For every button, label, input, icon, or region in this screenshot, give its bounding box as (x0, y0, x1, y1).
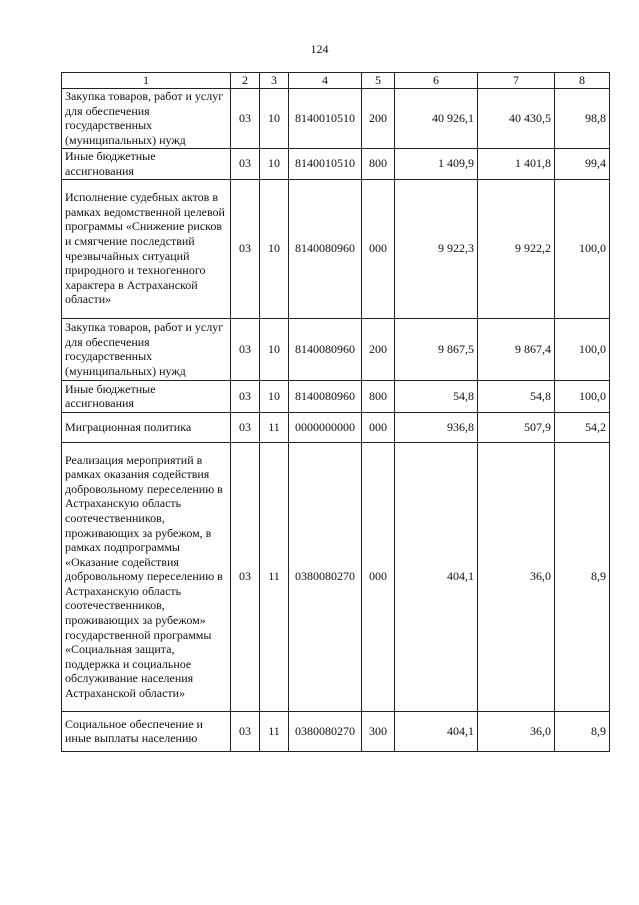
expense-type-cell: 800 (362, 380, 395, 412)
subsection-cell: 10 (260, 148, 289, 179)
column-header: 6 (395, 73, 478, 89)
fact-amount-cell: 9 867,4 (478, 318, 555, 380)
target-code-cell: 8140010510 (289, 148, 362, 179)
subsection-cell: 10 (260, 318, 289, 380)
subsection-cell: 10 (260, 380, 289, 412)
expense-type-cell: 300 (362, 711, 395, 751)
section-cell: 03 (231, 442, 260, 711)
subsection-cell: 11 (260, 442, 289, 711)
section-cell: 03 (231, 88, 260, 148)
target-code-cell: 8140080960 (289, 380, 362, 412)
plan-amount-cell: 404,1 (395, 711, 478, 751)
expense-name-cell: Закупка товаров, работ и услуг для обеспечения государственных (муниципальных) нужд (62, 88, 231, 148)
expense-type-cell: 000 (362, 412, 395, 442)
budget-table (61, 72, 610, 752)
target-code-cell: 8140010510 (289, 88, 362, 148)
plan-amount-cell: 54,8 (395, 380, 478, 412)
percent-cell: 100,0 (555, 318, 610, 380)
percent-cell: 99,4 (555, 148, 610, 179)
expense-name-cell: Исполнение судебных актов в рамках ведомственной целевой программы «Снижение рисков и смягчение последствий чрезвычайных ситуаций природного и техногенного характера в Астраханской области» (62, 179, 231, 318)
fact-amount-cell: 507,9 (478, 412, 555, 442)
target-code-cell: 0380080270 (289, 711, 362, 751)
target-code-cell: 8140080960 (289, 318, 362, 380)
section-cell: 03 (231, 318, 260, 380)
column-header: 4 (289, 73, 362, 89)
section-cell: 03 (231, 179, 260, 318)
subsection-cell: 10 (260, 88, 289, 148)
column-header: 2 (231, 73, 260, 89)
plan-amount-cell: 40 926,1 (395, 88, 478, 148)
percent-cell: 100,0 (555, 179, 610, 318)
column-header: 1 (62, 73, 231, 89)
fact-amount-cell: 1 401,8 (478, 148, 555, 179)
table-row (62, 711, 610, 751)
target-code-cell: 8140080960 (289, 179, 362, 318)
page-number: 124 (310, 42, 329, 56)
table-row (62, 318, 610, 380)
expense-name-cell: Иные бюджетные ассигнования (62, 148, 231, 179)
percent-cell: 54,2 (555, 412, 610, 442)
percent-cell: 98,8 (555, 88, 610, 148)
plan-amount-cell: 9 867,5 (395, 318, 478, 380)
subsection-cell: 11 (260, 412, 289, 442)
subsection-cell: 10 (260, 179, 289, 318)
section-cell: 03 (231, 380, 260, 412)
column-header: 8 (555, 73, 610, 89)
section-cell: 03 (231, 412, 260, 442)
column-header: 7 (478, 73, 555, 89)
percent-cell: 100,0 (555, 380, 610, 412)
subsection-cell: 11 (260, 711, 289, 751)
expense-name-cell: Закупка товаров, работ и услуг для обеспечения государственных (муниципальных) нужд (62, 318, 231, 380)
table-row (62, 412, 610, 442)
section-cell: 03 (231, 148, 260, 179)
header-row (62, 73, 610, 89)
percent-cell: 8,9 (555, 442, 610, 711)
expense-name-cell: Иные бюджетные ассигнования (62, 380, 231, 412)
table-row (62, 380, 610, 412)
table-row (62, 442, 610, 711)
column-header: 5 (362, 73, 395, 89)
expense-type-cell: 000 (362, 179, 395, 318)
plan-amount-cell: 404,1 (395, 442, 478, 711)
target-code-cell: 0000000000 (289, 412, 362, 442)
expense-name-cell: Социальное обеспечение и иные выплаты населению (62, 711, 231, 751)
column-header: 3 (260, 73, 289, 89)
table-row (62, 88, 610, 148)
expense-type-cell: 800 (362, 148, 395, 179)
table-row (62, 148, 610, 179)
fact-amount-cell: 9 922,2 (478, 179, 555, 318)
section-cell: 03 (231, 711, 260, 751)
target-code-cell: 0380080270 (289, 442, 362, 711)
fact-amount-cell: 36,0 (478, 442, 555, 711)
percent-cell: 8,9 (555, 711, 610, 751)
fact-amount-cell: 40 430,5 (478, 88, 555, 148)
plan-amount-cell: 936,8 (395, 412, 478, 442)
table-row (62, 179, 610, 318)
plan-amount-cell: 1 409,9 (395, 148, 478, 179)
expense-name-cell: Миграционная политика (62, 412, 231, 442)
expense-name-cell: Реализация мероприятий в рамках оказания содействия добровольному переселению в Астраханскую область соотечественников, проживающих за рубежом, в рамках подпрограммы «Оказание содействия добровольному переселению в Астраханскую область соотечественников, проживающих за рубежом» государственной программы «Социальная защита, поддержка и социальное обслуживание населения Астраханской области» (62, 442, 231, 711)
fact-amount-cell: 36,0 (478, 711, 555, 751)
fact-amount-cell: 54,8 (478, 380, 555, 412)
expense-type-cell: 200 (362, 88, 395, 148)
expense-type-cell: 000 (362, 442, 395, 711)
expense-type-cell: 200 (362, 318, 395, 380)
plan-amount-cell: 9 922,3 (395, 179, 478, 318)
